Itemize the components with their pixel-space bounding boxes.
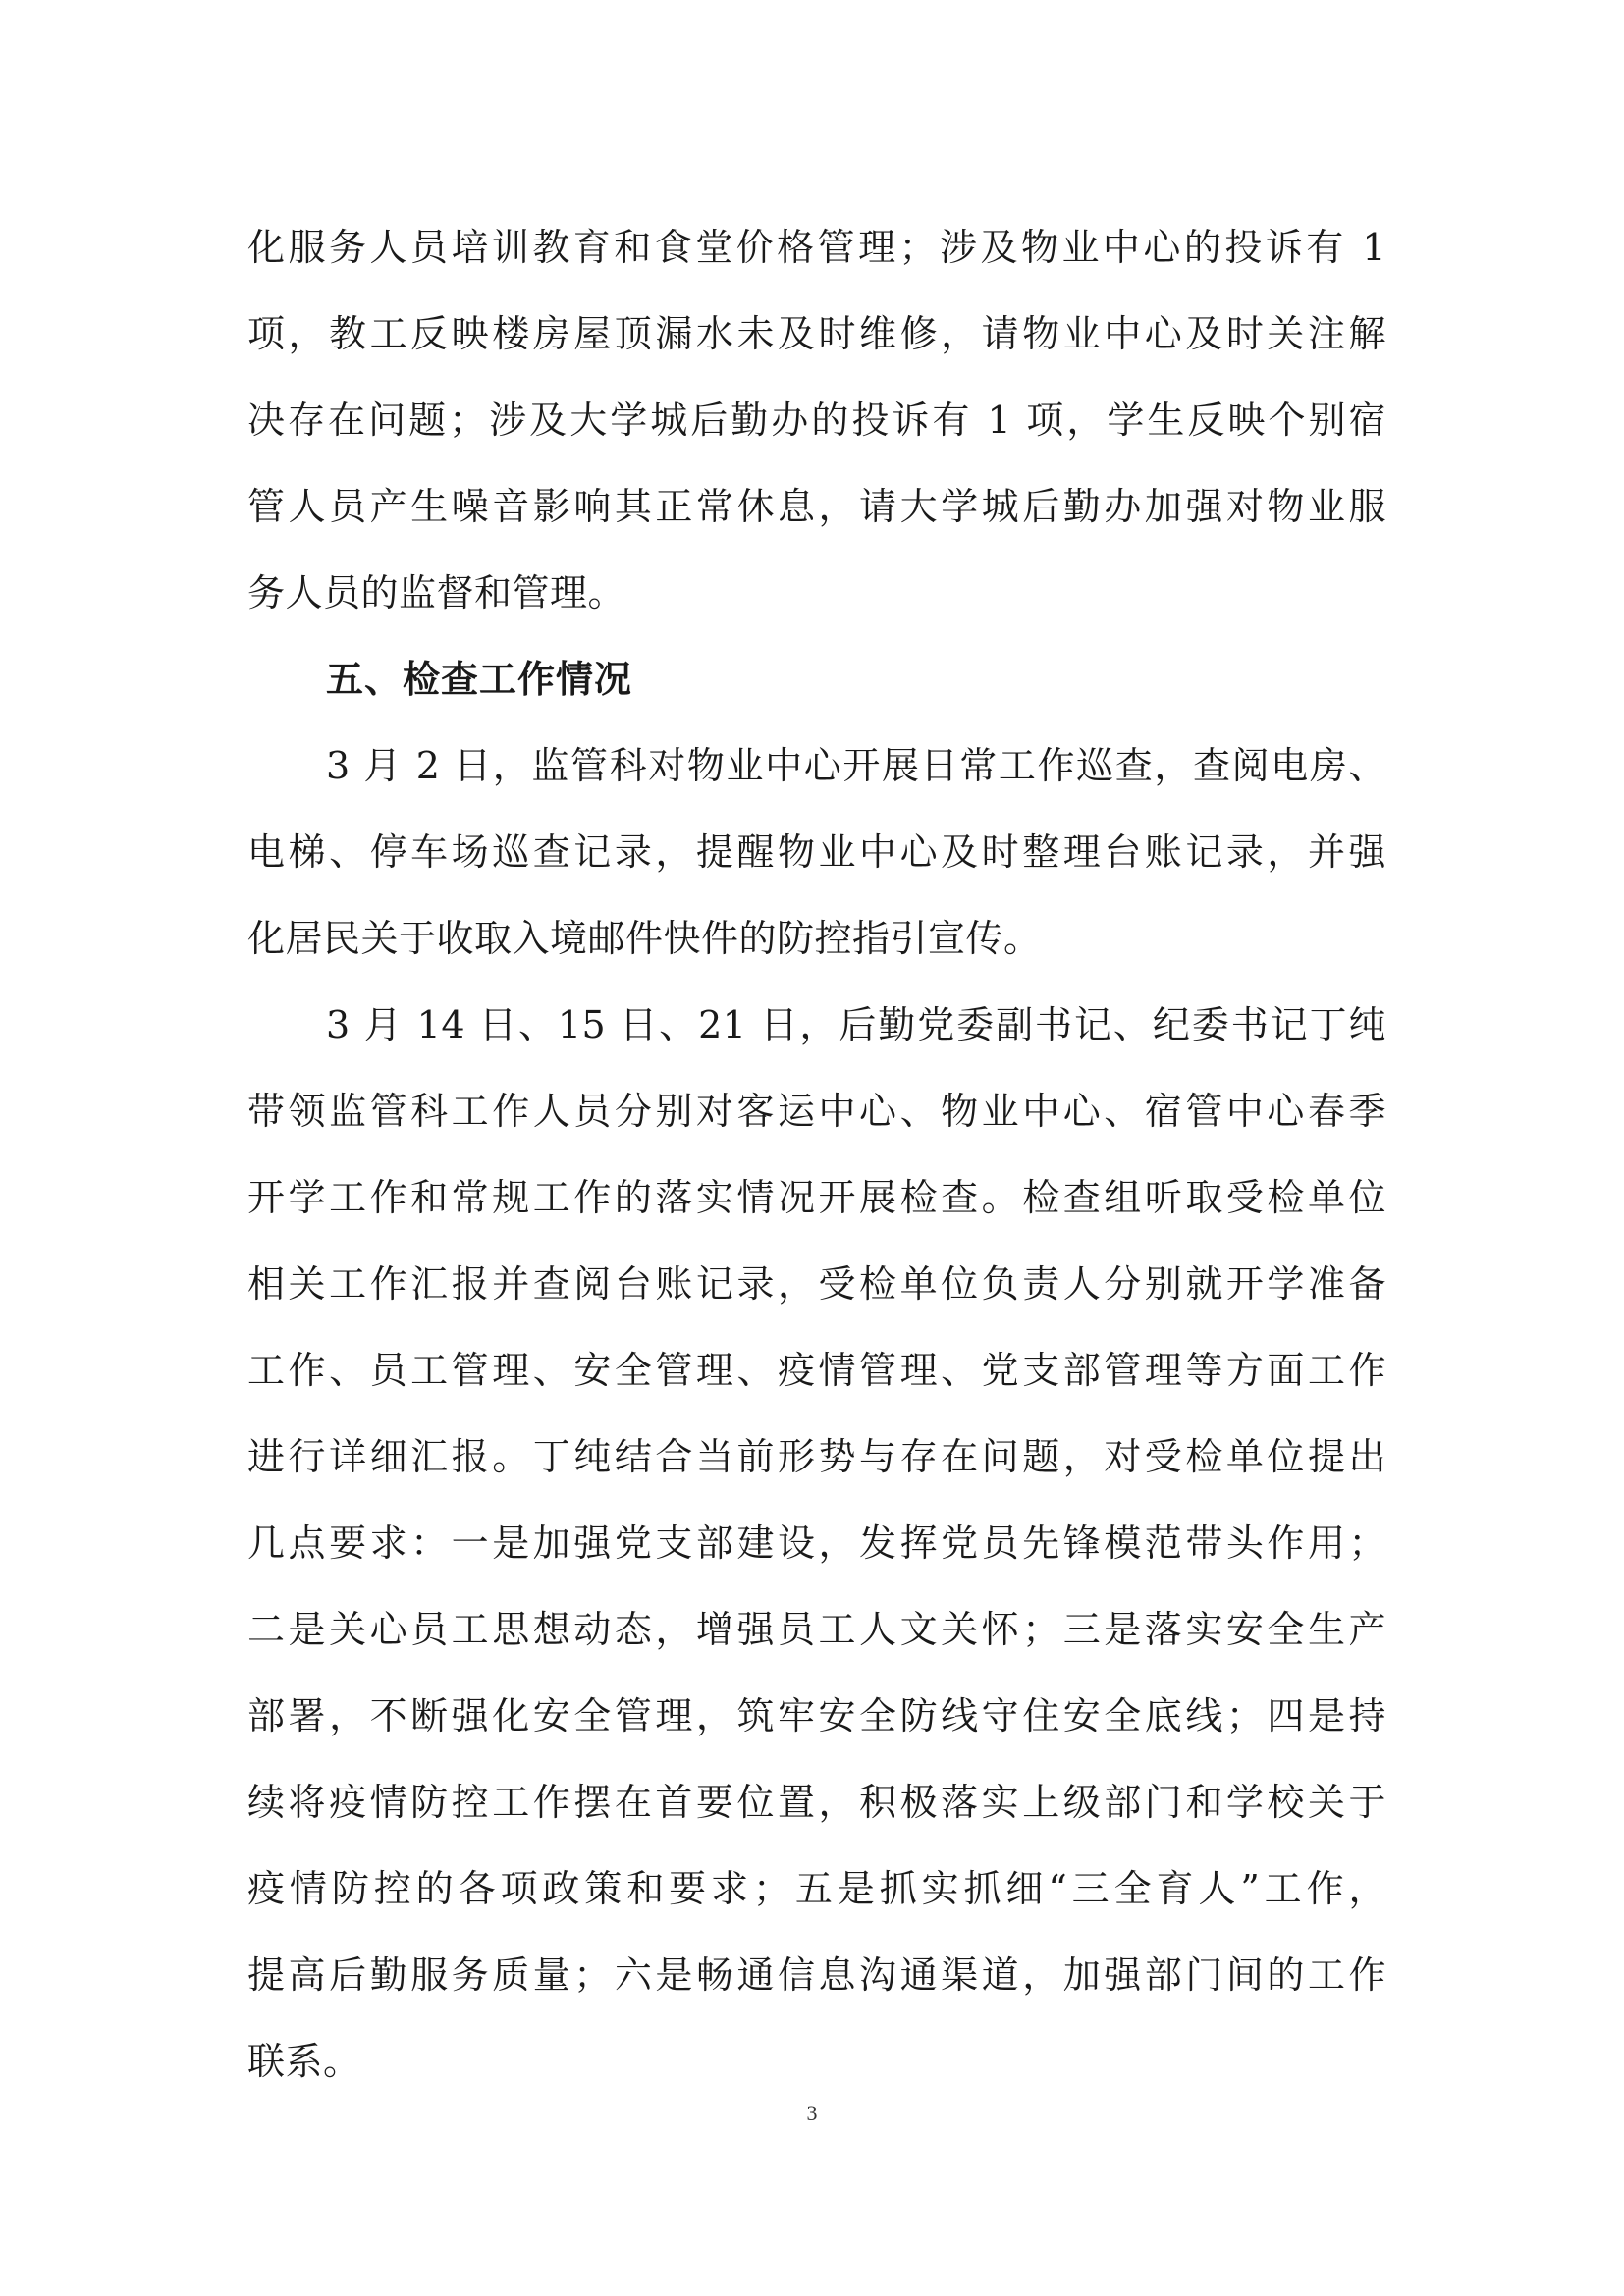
text-line: 工作、员工管理、安全管理、疫情管理、党支部管理等方面工作 — [247, 1349, 1386, 1392]
text-line: 续将疫情防控工作摆在首要位置，积极落实上级部门和学校关于 — [247, 1781, 1386, 1824]
text-line: 联系。 — [247, 2040, 361, 2083]
text-line: 决存在问题；涉及大学城后勤办的投诉有 1 项，学生反映个别宿 — [247, 399, 1386, 442]
text-line: 3 月 2 日，监管科对物业中心开展日常工作巡查，查阅电房、 — [326, 744, 1386, 787]
text-line: 进行详细汇报。丁纯结合当前形势与存在问题，对受检单位提出 — [247, 1435, 1386, 1478]
text-line: 部署，不断强化安全管理，筑牢安全防线守住安全底线；四是持 — [247, 1694, 1386, 1737]
text-line: 开学工作和常规工作的落实情况开展检查。检查组听取受检单位 — [247, 1176, 1386, 1219]
text-line: 管人员产生噪音影响其正常休息，请大学城后勤办加强对物业服 — [247, 485, 1386, 528]
section-heading: 五、检查工作情况 — [326, 658, 633, 701]
text-line: 化居民关于收取入境邮件快件的防控指引宣传。 — [247, 917, 1042, 960]
text-line: 务人员的监督和管理。 — [247, 571, 626, 614]
text-line: 项，教工反映楼房屋顶漏水未及时维修，请物业中心及时关注解 — [247, 312, 1386, 355]
text-line: 相关工作汇报并查阅台账记录，受检单位负责人分别就开学准备 — [247, 1262, 1386, 1306]
document-body — [247, 204, 1386, 2105]
text-line: 3 月 14 日、15 日、21 日，后勤党委副书记、纪委书记丁纯 — [326, 1003, 1386, 1046]
text-line: 化服务人员培训教育和食堂价格管理；涉及物业中心的投诉有 1 — [247, 226, 1386, 269]
text-line: 二是关心员工思想动态，增强员工人文关怀；三是落实安全生产 — [247, 1608, 1386, 1651]
text-line: 带领监管科工作人员分别对客运中心、物业中心、宿管中心春季 — [247, 1090, 1386, 1133]
text-line: 几点要求：一是加强党支部建设，发挥党员先锋模范带头作用； — [247, 1522, 1386, 1565]
page-number: 3 — [806, 2101, 818, 2125]
text-line: 疫情防控的各项政策和要求；五是抓实抓细“三全育人”工作， — [247, 1867, 1386, 1910]
text-line: 电梯、停车场巡查记录，提醒物业中心及时整理台账记录，并强 — [247, 830, 1386, 874]
text-line: 提高后勤服务质量；六是畅通信息沟通渠道，加强部门间的工作 — [247, 1953, 1386, 1997]
